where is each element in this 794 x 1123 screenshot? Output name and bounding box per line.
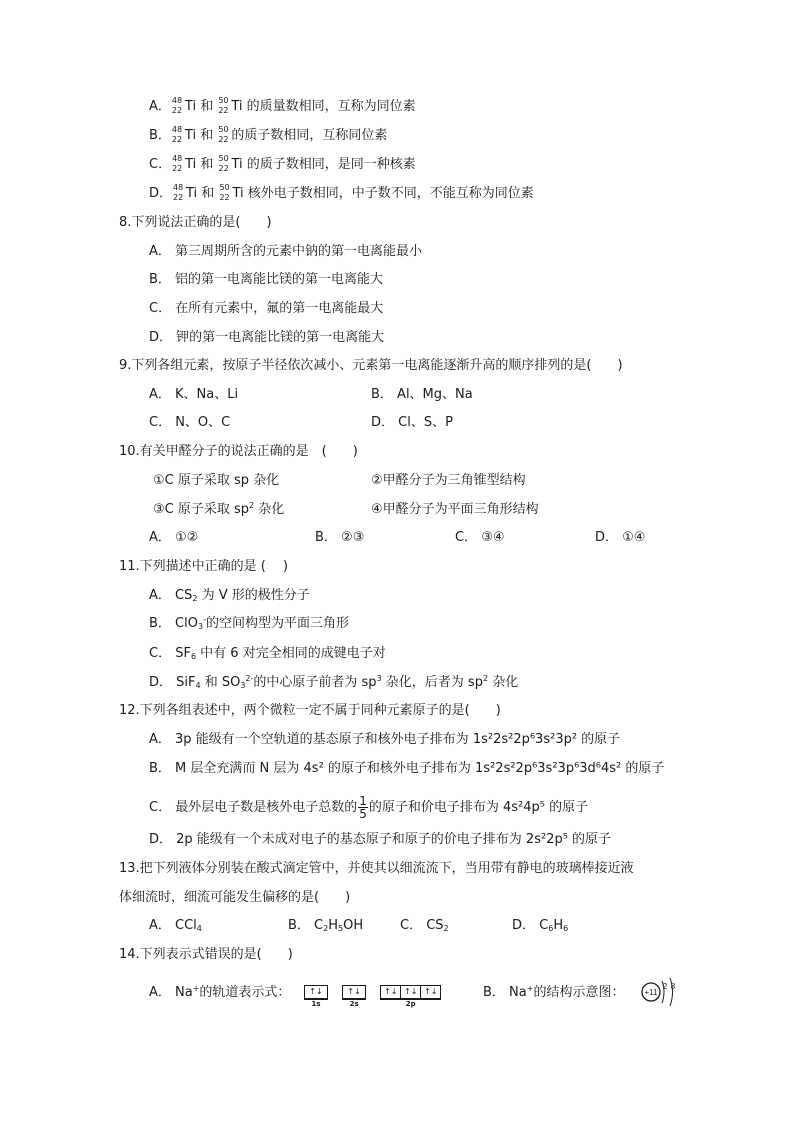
q7-option-b: B． 48 22 Ti 和 50 22 的质子数相同，互称同位素	[149, 125, 388, 144]
q8-option-a: A． 第三周期所含的元素中钠的第一电离能最小	[149, 244, 423, 259]
q10-stem: 10.有关甲醛分子的说法正确的是 ( )	[119, 444, 358, 459]
orbital-diagram	[304, 979, 444, 1008]
nucleus-charge: +11	[644, 988, 658, 997]
q13-option-d: D． $C_6H_6$	[512, 918, 569, 933]
q10-statement-3: ③C 原子采取 $sp^2$ 杂化	[153, 501, 285, 517]
q8-option-d: D． 钾的第一电离能比镁的第一电离能大	[149, 330, 385, 345]
q12-stem: 12.下列各组表述中，两个微粒一定不属于同种元素原子的是( )	[119, 703, 501, 718]
q10-option-a: A． ①②	[149, 530, 199, 545]
q11-stem: 11.下列描述中正确的是 ( )	[119, 559, 289, 574]
nuclide-symbol: 50 22	[218, 125, 229, 144]
q10-statement-2: ②甲醛分子为三角锥型结构	[371, 473, 526, 488]
nuclide-symbol: 48 22	[173, 183, 184, 202]
q7-option-c: C． 48 22 Ti 和 50 22 Ti 的质子数相同，是同一种核素	[149, 154, 416, 173]
q9-stem: 9.下列各组元素，按原子半径依次减小、元素第一电离能逐渐升高的顺序排列的是( )	[119, 358, 623, 373]
orbital-2s: ↑↓ 2s	[342, 979, 366, 1008]
q8-option-c: C． 在所有元素中，氟的第一电离能最大	[149, 301, 384, 316]
q9-option-a: A． K、Na、Li	[149, 387, 239, 402]
q9-option-d: D． Cl、S、P	[371, 415, 453, 430]
q8-stem: 8.下列说法正确的是( )	[119, 215, 272, 230]
q9-option-b: B． Al、Mg、Na	[371, 387, 473, 402]
q11-option-a: A． $CS_2$ 为 V 形的极性分子	[149, 588, 310, 603]
q8-option-b: B． 铝的第一电离能比镁的第一电离能大	[149, 272, 384, 287]
q13-option-b: B． $C_2H_5OH$	[288, 918, 364, 933]
q11-option-b: B． ClO$_3$-的空间构型为平面三角形	[149, 615, 349, 631]
q14-option-a: A． Na+的轨道表示式：	[149, 984, 291, 1000]
q10-statement-1: ①C 原子采取 sp 杂化	[153, 473, 280, 488]
q14-option-b: B． Na+的结构示意图：	[483, 984, 625, 1000]
q12-option-c: C． 最外层电子数是核外电子总数的 $\frac{1}{5}$ 的原子和价电子排布为 4s²4p⁵ 的原子	[149, 794, 589, 821]
ion-structure-diagram	[638, 975, 680, 1009]
orbital-1s: ↑↓ 1s	[304, 979, 328, 1008]
shell-1-count: 2	[662, 982, 668, 991]
q11-option-c: C． $SF_6$ 中有 6 对完全相同的成键电子对	[149, 646, 386, 661]
nuclide-symbol: 50 22	[218, 154, 229, 173]
q13-option-a: A． CCl$_4$	[149, 918, 202, 933]
q10-option-d: D． ①④	[595, 530, 646, 545]
nuclide-symbol: 50 22	[219, 183, 230, 202]
q12-option-d: D． 2p 能级有一个未成对电子的基态原子和原子的价电子排布为 2s²2p⁵ 的原子	[149, 832, 612, 847]
q13-stem-line1: 13.把下列液体分别装在酸式滴定管中，并使其以细流流下，当用带有静电的玻璃棒接近液	[119, 861, 634, 876]
shell-2-count: 8	[670, 982, 676, 991]
q10-option-b: B． ②③	[315, 530, 365, 545]
nuclide-symbol: 48 22	[171, 96, 183, 115]
q14-stem: 14.下列表示式错误的是( )	[119, 947, 293, 962]
q10-statement-4: ④甲醛分子为平面三角形结构	[371, 502, 539, 517]
nuclide-symbol: 48 22	[171, 125, 183, 144]
q7-option-d: D． 48 22 Ti 和 50 22 Ti 核外电子数相同，中子数不同，不能互称为同位素	[149, 183, 534, 202]
q11-option-d: D． SiF$_4$ 和 $SO_3^{2-}$的中心原子前者为 $sp^3$ 杂化，后者为 $sp^2$ 杂化	[149, 674, 519, 690]
q9-option-c: C． N、O、C	[149, 415, 231, 430]
orbital-2p: ↑↓ ↑↓ ↑↓ 2p	[380, 979, 441, 1008]
q10-option-c: C． ③④	[455, 530, 505, 545]
q12-option-b: B． M 层全充满而 N 层为 4s² 的原子和核外电子排布为 1s²2s²2p⁶3s²3p⁶3d⁶4s² 的原子	[149, 761, 665, 776]
q7-option-a: A． 48 22 Ti 和 50 22 Ti 的质量数相同，互称为同位素	[149, 96, 416, 115]
option-label: A．	[149, 99, 171, 114]
nuclide-symbol: 48 22	[172, 154, 183, 173]
fraction: $\frac{1}{5}$	[359, 794, 367, 821]
q12-option-a: A． 3p 能级有一个空轨道的基态原子和核外电子排布为 1s²2s²2p⁶3s²3p² 的原子	[149, 732, 621, 747]
q13-stem-line2: 体细流时，细流可能发生偏移的是( )	[119, 890, 351, 905]
q13-option-c: C． $CS_2$	[400, 918, 449, 933]
nuclide-symbol: 50 22	[218, 96, 229, 115]
